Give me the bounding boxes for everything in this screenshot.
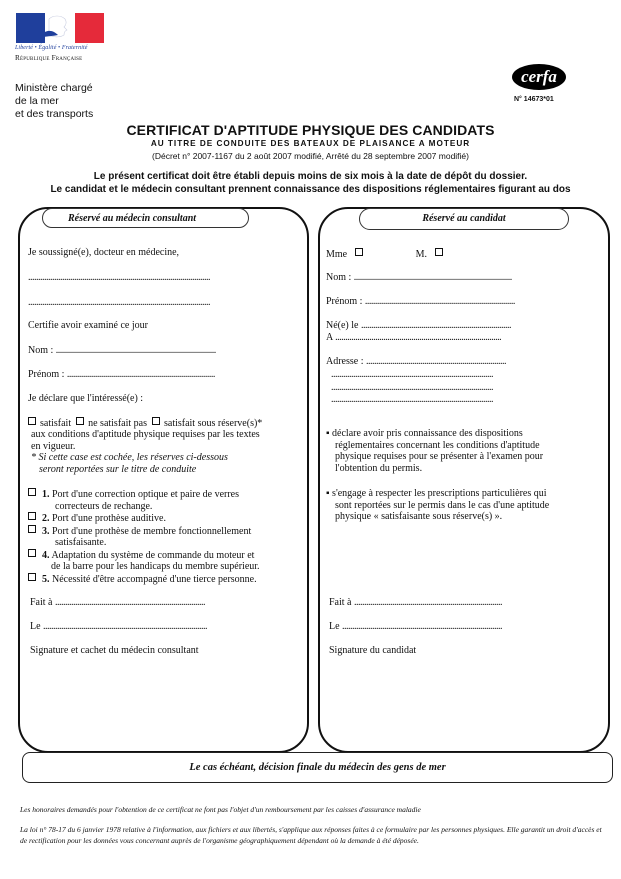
conditions-line: aux conditions d'aptitude physique requises par les textes bbox=[31, 429, 260, 440]
fees-note: Les honoraires demandés pour l'obtention de ce certificat ne font pas l'objet d'un remboursement par les caisses d'assurance maladie bbox=[20, 805, 421, 814]
privacy-law-note: La loi n° 78-17 du 6 janvier 1978 relative à l'information, aux fichiers et aux libertés, s'applique aux réponses faites à ce formulaire par les personnes physiques. Elle garantit un droit d'accès et de rectification pour les données vous concernant auprès de l'organisme géographiquement dépendant où la demande à été déposée. bbox=[20, 825, 602, 845]
checkbox-reserve-5[interactable] bbox=[28, 573, 36, 581]
birth-place-label: A bbox=[326, 332, 333, 343]
candidate-date-field[interactable]: ................................................................................ bbox=[342, 621, 503, 632]
doctor-fait-row bbox=[30, 597, 205, 608]
gender-row bbox=[326, 248, 443, 260]
document-subtitle: AU TITRE DE CONDUITE DES BATEAUX DE PLAISANCE A MOTEUR bbox=[150, 139, 471, 148]
flag-white-stripe bbox=[45, 13, 75, 43]
reserve-item bbox=[28, 573, 260, 586]
checkbox-reserve-4[interactable] bbox=[28, 549, 36, 557]
candidate-signature-area[interactable] bbox=[329, 660, 594, 740]
candidate-prenom-row bbox=[326, 296, 515, 307]
cerfa-logo: cerfa bbox=[512, 64, 566, 90]
prenom-label: Prénom : bbox=[28, 369, 65, 380]
nom-label: Nom : bbox=[28, 345, 54, 356]
reserve-text: Port d'une correction optique et paire de verres bbox=[52, 489, 240, 500]
declaration-line: s'engage à respecter les prescriptions particulières qui bbox=[332, 488, 547, 499]
doctor-section-title: Réservé au médecin consultant bbox=[42, 208, 249, 228]
candidate-nom-row bbox=[326, 272, 512, 283]
reserve-number: 1. bbox=[42, 489, 50, 500]
fait-label: Fait à bbox=[30, 597, 53, 608]
option-ne-satisfait-pas-label: ne satisfait pas bbox=[88, 418, 147, 429]
checkbox-satisfait-sous-reserve[interactable] bbox=[152, 417, 160, 425]
checkbox-reserve-1[interactable] bbox=[28, 488, 36, 496]
checkbox-satisfait[interactable] bbox=[28, 417, 36, 425]
candidate-fait-row bbox=[329, 597, 502, 608]
republique-francaise: République Française bbox=[15, 54, 83, 62]
reserve-item bbox=[28, 549, 260, 562]
ministry-name bbox=[15, 82, 93, 121]
address-field[interactable]: ...................................................................... bbox=[366, 356, 506, 367]
reserve-item bbox=[28, 525, 260, 538]
address-label: Adresse : bbox=[326, 356, 364, 367]
checkbox-ne-satisfait-pas[interactable] bbox=[76, 417, 84, 425]
ministry-line: Ministère chargé bbox=[15, 82, 93, 94]
reserve-number: 3. bbox=[42, 525, 50, 537]
reserve-text: Port d'une prothèse de membre fonctionnellement bbox=[52, 525, 252, 537]
reserve-item bbox=[28, 488, 260, 501]
doctor-date-row bbox=[30, 621, 207, 632]
conditions-line: en vigueur. bbox=[31, 440, 76, 452]
doctor-name-field[interactable]: ........................................................................................... bbox=[28, 272, 210, 283]
prenom-label: Prénom : bbox=[326, 296, 363, 307]
declaration-line: déclare avoir pris connaissance des dispositions bbox=[332, 428, 523, 439]
reserve-text: de la barre pour les handicaps du membre supérieur. bbox=[51, 561, 260, 572]
candidate-date-row bbox=[329, 621, 502, 632]
doctor-intro: Je soussigné(e), docteur en médecine, bbox=[28, 247, 180, 258]
flag-blue-stripe bbox=[16, 13, 45, 43]
doctor-address-field[interactable]: ........................................................................................... bbox=[28, 297, 210, 308]
address-extra-lines bbox=[331, 369, 493, 407]
option-satisfait-sous-reserve-label: satisfait sous réserve(s)* bbox=[163, 418, 263, 429]
validity-notice: Le présent certificat doit être établi depuis moins de six mois à la date de dépôt du dossier. bbox=[93, 171, 528, 182]
mme-label: Mme bbox=[326, 249, 348, 260]
patient-nom-field[interactable]: ................................................................................ bbox=[55, 345, 216, 356]
cerfa-number: N° 14673*01 bbox=[514, 96, 554, 103]
reserve-text: Adaptation du système de commande du moteur et bbox=[51, 549, 255, 561]
flag-red-stripe bbox=[75, 13, 104, 43]
reserve-number: 5. bbox=[42, 573, 50, 585]
note-line: * Si cette case est cochée, les réserves ci-dessous bbox=[31, 452, 228, 463]
document-title: CERTIFICAT D'APTITUDE PHYSIQUE DES CANDIDATS bbox=[126, 122, 495, 138]
le-label: Le bbox=[30, 621, 41, 632]
decree-reference: (Décret n° 2007-1167 du 2 août 2007 modifié, Arrêté du 28 septembre 2007 modifié) bbox=[152, 151, 469, 161]
regulations-notice: Le candidat et le médecin consultant prennent connaissance des dispositions réglementaires figurant au dos bbox=[50, 184, 571, 195]
nom-label: Nom : bbox=[326, 272, 352, 283]
candidate-declaration-2 bbox=[326, 488, 549, 523]
reserve-text: satisfaisante. bbox=[55, 537, 107, 548]
candidate-section-title: Réservé au candidat bbox=[359, 208, 569, 230]
republic-motto: Liberté • Égalité • Fraternité bbox=[15, 45, 88, 51]
candidate-signature-label: Signature du candidat bbox=[329, 645, 417, 656]
reserve-note bbox=[31, 452, 228, 475]
doctor-date-field[interactable]: .................................................................................. bbox=[43, 621, 208, 632]
declaration-line: physique requises pour se présenter à l'examen pour bbox=[335, 451, 544, 462]
le-label: Le bbox=[329, 621, 340, 632]
checkbox-m[interactable] bbox=[435, 248, 443, 256]
certify-text: Certifie avoir examiné ce jour bbox=[28, 320, 148, 331]
address-line-field[interactable]: ................................................................................. bbox=[331, 381, 493, 393]
patient-prenom-row bbox=[28, 369, 215, 380]
declaration-line: réglementaires concernant les conditions d'aptitude bbox=[335, 439, 540, 451]
birth-date-label: Né(e) le bbox=[326, 320, 359, 331]
reserve-number: 4. bbox=[42, 549, 50, 561]
m-label: M. bbox=[415, 249, 428, 260]
aptitude-options bbox=[28, 417, 262, 429]
candidate-declaration-1 bbox=[326, 428, 543, 474]
reserve-number: 2. bbox=[42, 513, 50, 524]
declaration-line: sont reportées sur le permis dans le cas d'une aptitude bbox=[335, 499, 550, 511]
ministry-line: de la mer bbox=[15, 95, 59, 107]
birth-place-row bbox=[326, 332, 501, 343]
doctor-signature-label: Signature et cachet du médecin consultant bbox=[30, 645, 199, 656]
declare-text: Je déclare que l'intéressé(e) : bbox=[28, 393, 144, 404]
bullet-icon: ▪ bbox=[326, 488, 333, 499]
fait-label: Fait à bbox=[329, 597, 352, 608]
doctor-fait-field[interactable]: ........................................................................... bbox=[55, 597, 205, 608]
note-line: seront reportées sur le titre de conduite bbox=[39, 463, 197, 475]
birth-place-field[interactable]: ................................................................................... bbox=[335, 332, 502, 343]
candidate-nom-field[interactable]: ............................................................................... bbox=[353, 272, 512, 283]
reserve-text: Nécessité d'être accompagné d'une tierce personne. bbox=[52, 573, 257, 585]
final-decision-banner: Le cas échéant, décision finale du médecin des gens de mer bbox=[22, 752, 613, 783]
patient-nom-row bbox=[28, 345, 216, 356]
declaration-line: physique « satisfaisante sous réserve(s) ». bbox=[335, 511, 503, 522]
address-row bbox=[326, 356, 506, 367]
declaration-line: l'obtention du permis. bbox=[335, 462, 423, 474]
address-line-field[interactable]: ................................................................................. bbox=[331, 394, 493, 405]
checkbox-reserve-3[interactable] bbox=[28, 525, 36, 533]
ministry-line: et des transports bbox=[15, 108, 94, 120]
marianne-logo bbox=[16, 13, 104, 43]
conditions-text bbox=[31, 429, 260, 452]
candidate-prenom-field[interactable]: ........................................................................... bbox=[364, 296, 515, 307]
doctor-signature-area[interactable] bbox=[30, 660, 295, 740]
marianne-profile-icon bbox=[45, 13, 75, 43]
address-line-field[interactable]: ................................................................................. bbox=[331, 369, 493, 380]
birth-date-field[interactable]: ........................................................................... bbox=[360, 320, 511, 331]
bullet-icon: ▪ bbox=[326, 428, 333, 439]
reserves-list bbox=[28, 488, 260, 585]
reserve-text: correcteurs de rechange. bbox=[55, 500, 153, 512]
birth-date-row bbox=[326, 320, 511, 331]
patient-prenom-field[interactable]: .......................................................................... bbox=[66, 369, 215, 380]
checkbox-reserve-2[interactable] bbox=[28, 512, 36, 520]
reserve-text: Port d'une prothèse auditive. bbox=[52, 513, 166, 524]
reserve-item bbox=[28, 512, 260, 525]
candidate-fait-field[interactable]: .......................................................................... bbox=[354, 597, 502, 608]
checkbox-mme[interactable] bbox=[355, 248, 363, 256]
option-satisfait-label: satisfait bbox=[40, 418, 72, 429]
